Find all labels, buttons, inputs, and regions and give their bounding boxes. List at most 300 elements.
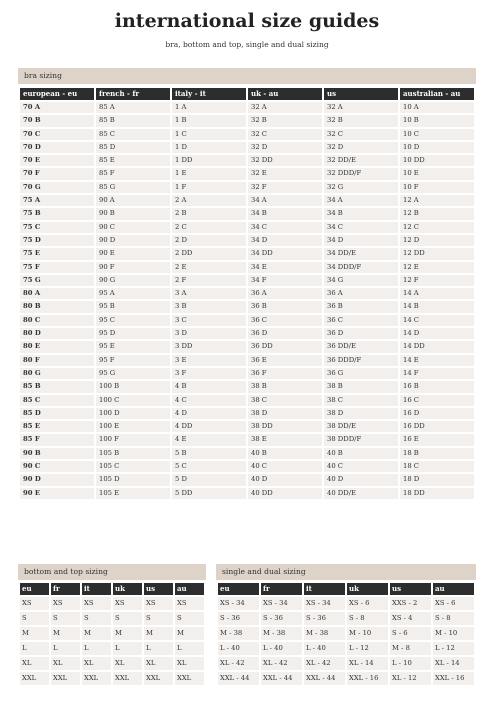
table-cell: 90 B — [20, 448, 94, 459]
table-cell: 75 E — [20, 248, 94, 259]
table-cell: 16 C — [400, 395, 474, 406]
table-cell: 90 B — [96, 208, 170, 219]
table-cell: 80 E — [20, 341, 94, 352]
table-cell: 90 D — [20, 474, 94, 485]
table-cell: 85 F — [20, 434, 94, 445]
table-cell: 80 G — [20, 368, 94, 379]
table-cell: 1 D — [172, 142, 246, 153]
table-cell: 36 A — [324, 288, 398, 299]
table-cell: 95 A — [96, 288, 170, 299]
table-row — [20, 657, 204, 670]
table-cell: 32 C — [248, 129, 322, 140]
table-header-row — [20, 88, 474, 100]
table-cell: 34 B — [248, 208, 322, 219]
table-cell: 36 DD — [248, 341, 322, 352]
table-cell: 90 G — [96, 275, 170, 286]
table-cell: 34 D — [248, 235, 322, 246]
table-cell: XXL — [144, 672, 173, 685]
table-cell: 80 D — [20, 328, 94, 339]
table-cell: 70 D — [20, 142, 94, 153]
table-row — [218, 627, 474, 640]
table-row — [20, 168, 474, 179]
table-cell: 10 B — [400, 115, 474, 126]
table-cell: 70 C — [20, 129, 94, 140]
table-cell: 2 A — [172, 195, 246, 206]
table-cell: XL - 12 — [390, 672, 431, 685]
table-cell: 80 A — [20, 288, 94, 299]
column-header: it — [304, 583, 345, 595]
table-cell: XXL — [82, 672, 111, 685]
table-cell: 18 D — [400, 474, 474, 485]
table-cell: 3 DD — [172, 341, 246, 352]
table-cell: XXL — [175, 672, 204, 685]
table-cell: L - 40 — [218, 642, 259, 655]
table-row — [20, 642, 204, 655]
table-cell: 40 B — [324, 448, 398, 459]
table-cell: 34 C — [324, 222, 398, 233]
table-cell: 1 F — [172, 182, 246, 193]
table-cell: M — [144, 627, 173, 640]
table-cell: 12 DD — [400, 248, 474, 259]
table-cell: 70 G — [20, 182, 94, 193]
table-row — [20, 328, 474, 339]
table-cell: 90 D — [96, 235, 170, 246]
table-cell: XS - 6 — [433, 597, 474, 610]
table-cell: 14 B — [400, 301, 474, 312]
table-cell: 34 F — [248, 275, 322, 286]
table-row — [20, 488, 474, 499]
table-cell: 32 B — [248, 115, 322, 126]
table-cell: 75 C — [20, 222, 94, 233]
table-cell: 85 B — [20, 381, 94, 392]
table-cell: 34 G — [324, 275, 398, 286]
bra-sizing-table — [18, 86, 476, 501]
table-cell: 1 C — [172, 129, 246, 140]
table-cell: 36 B — [248, 301, 322, 312]
table-cell: 38 DD — [248, 421, 322, 432]
table-cell: XXL — [113, 672, 142, 685]
table-row — [20, 248, 474, 259]
table-cell: 1 E — [172, 168, 246, 179]
table-cell: XS — [144, 597, 173, 610]
table-cell: 95 E — [96, 341, 170, 352]
table-cell: 1 DD — [172, 155, 246, 166]
table-cell: 95 D — [96, 328, 170, 339]
table-cell: 4 B — [172, 381, 246, 392]
table-cell: XXL — [51, 672, 80, 685]
table-cell: S - 36 — [261, 612, 302, 625]
table-cell: XL — [51, 657, 80, 670]
table-cell: 100 F — [96, 434, 170, 445]
column-header: au — [175, 583, 204, 595]
table-row — [20, 155, 474, 166]
table-cell: 3 F — [172, 368, 246, 379]
table-row — [20, 142, 474, 153]
table-cell: 32 E — [248, 168, 322, 179]
table-row — [20, 115, 474, 126]
table-cell: 2 C — [172, 222, 246, 233]
table-cell: 90 F — [96, 262, 170, 273]
table-cell: 38 DDD/F — [324, 434, 398, 445]
table-cell: 34 D — [324, 235, 398, 246]
table-cell: M — [175, 627, 204, 640]
table-cell: 36 B — [324, 301, 398, 312]
table-cell: L — [175, 642, 204, 655]
column-header: european - eu — [20, 88, 94, 100]
table-row — [20, 182, 474, 193]
table-cell: XS - 34 — [261, 597, 302, 610]
table-row — [20, 288, 474, 299]
column-header: australian - au — [400, 88, 474, 100]
page-subtitle: bra, bottom and top, single and dual sizing — [165, 40, 329, 49]
table-cell: 36 A — [248, 288, 322, 299]
table-cell: 3 A — [172, 288, 246, 299]
table-cell: 36 DDD/F — [324, 355, 398, 366]
table-row — [20, 474, 474, 485]
table-cell: 36 DD/E — [324, 341, 398, 352]
table-cell: 32 G — [324, 182, 398, 193]
table-cell: XL — [175, 657, 204, 670]
table-row — [20, 395, 474, 406]
table-cell: 14 C — [400, 315, 474, 326]
table-cell: M — [82, 627, 111, 640]
table-cell: 12 A — [400, 195, 474, 206]
table-cell: XL - 42 — [261, 657, 302, 670]
table-cell: L - 10 — [390, 657, 431, 670]
table-cell: 36 C — [324, 315, 398, 326]
table-cell: 12 E — [400, 262, 474, 273]
bottom-top-sizing-table — [18, 581, 206, 687]
table-cell: 36 E — [248, 355, 322, 366]
table-cell: 5 D — [172, 474, 246, 485]
column-header: us — [324, 88, 398, 100]
table-cell: 10 DD — [400, 155, 474, 166]
table-cell: L - 12 — [347, 642, 388, 655]
table-cell: XXL — [20, 672, 49, 685]
table-row — [20, 222, 474, 233]
table-cell: 40 C — [324, 461, 398, 472]
table-cell: 38 C — [324, 395, 398, 406]
column-header: uk — [113, 583, 142, 595]
table-cell: 14 DD — [400, 341, 474, 352]
column-header: eu — [218, 583, 259, 595]
table-cell: 36 F — [248, 368, 322, 379]
table-row — [20, 275, 474, 286]
table-row — [20, 461, 474, 472]
table-cell: 80 B — [20, 301, 94, 312]
table-cell: 85 D — [96, 142, 170, 153]
table-cell: 4 E — [172, 434, 246, 445]
table-cell: 38 D — [324, 408, 398, 419]
table-cell: 85 A — [96, 102, 170, 113]
table-cell: 34 B — [324, 208, 398, 219]
column-header: fr — [261, 583, 302, 595]
table-cell: 100 C — [96, 395, 170, 406]
table-cell: S — [51, 612, 80, 625]
table-cell: 34 DDD/F — [324, 262, 398, 273]
table-cell: L - 40 — [304, 642, 345, 655]
table-cell: 70 B — [20, 115, 94, 126]
table-cell: 100 D — [96, 408, 170, 419]
table-cell: 85 E — [20, 421, 94, 432]
table-cell: 34 DD/E — [324, 248, 398, 259]
table-cell: 18 DD — [400, 488, 474, 499]
table-cell: S - 36 — [304, 612, 345, 625]
table-cell: 34 DD — [248, 248, 322, 259]
table-cell: 38 E — [248, 434, 322, 445]
table-cell: 85 E — [96, 155, 170, 166]
table-cell: XS - 34 — [218, 597, 259, 610]
table-cell: XS — [82, 597, 111, 610]
table-cell: 16 E — [400, 434, 474, 445]
table-row — [218, 597, 474, 610]
table-cell: L — [144, 642, 173, 655]
table-cell: 4 DD — [172, 421, 246, 432]
table-cell: 14 E — [400, 355, 474, 366]
table-cell: XL - 42 — [304, 657, 345, 670]
table-cell: 90 A — [96, 195, 170, 206]
table-cell: 36 D — [324, 328, 398, 339]
table-cell: 32 A — [324, 102, 398, 113]
table-cell: 32 DDD/F — [324, 168, 398, 179]
column-header: us — [144, 583, 173, 595]
table-cell: M - 38 — [218, 627, 259, 640]
table-cell: XXL - 16 — [433, 672, 474, 685]
table-cell: 75 G — [20, 275, 94, 286]
table-cell: 10 C — [400, 129, 474, 140]
table-cell: XS — [51, 597, 80, 610]
table-cell: 14 A — [400, 288, 474, 299]
table-cell: 34 A — [324, 195, 398, 206]
table-cell: 75 B — [20, 208, 94, 219]
table-cell: 70 A — [20, 102, 94, 113]
table-row — [20, 448, 474, 459]
page-title: international size guides — [114, 10, 380, 32]
table-cell: 40 D — [248, 474, 322, 485]
table-cell: XXS - 2 — [390, 597, 431, 610]
table-cell: XL — [144, 657, 173, 670]
column-header: it — [82, 583, 111, 595]
table-row — [20, 301, 474, 312]
table-cell: 38 DD/E — [324, 421, 398, 432]
table-cell: 40 C — [248, 461, 322, 472]
column-header: italy - it — [172, 88, 246, 100]
table-row — [20, 672, 204, 685]
table-cell: 40 D — [324, 474, 398, 485]
table-cell: M - 10 — [347, 627, 388, 640]
table-cell: L — [82, 642, 111, 655]
table-cell: XS — [175, 597, 204, 610]
table-cell: 38 D — [248, 408, 322, 419]
table-cell: 38 B — [324, 381, 398, 392]
table-cell: 90 C — [96, 222, 170, 233]
table-cell: 85 D — [20, 408, 94, 419]
table-cell: 16 B — [400, 381, 474, 392]
table-cell: S - 8 — [433, 612, 474, 625]
table-cell: 2 DD — [172, 248, 246, 259]
table-row — [20, 627, 204, 640]
table-cell: L - 12 — [433, 642, 474, 655]
table-cell: 5 B — [172, 448, 246, 459]
table-cell: 10 E — [400, 168, 474, 179]
table-cell: 80 F — [20, 355, 94, 366]
table-cell: 14 D — [400, 328, 474, 339]
table-cell: 32 F — [248, 182, 322, 193]
table-row — [20, 408, 474, 419]
table-cell: 80 C — [20, 315, 94, 326]
table-row — [20, 341, 474, 352]
table-cell: M — [20, 627, 49, 640]
table-cell: 5 C — [172, 461, 246, 472]
table-cell: 2 D — [172, 235, 246, 246]
table-cell: 34 E — [248, 262, 322, 273]
table-cell: M - 38 — [304, 627, 345, 640]
table-cell: 18 B — [400, 448, 474, 459]
table-cell: 40 DD — [248, 488, 322, 499]
table-cell: 12 D — [400, 235, 474, 246]
column-header: uk - au — [248, 88, 322, 100]
table-cell: 75 A — [20, 195, 94, 206]
table-row — [20, 208, 474, 219]
column-header: french - fr — [96, 88, 170, 100]
table-cell: 105 E — [96, 488, 170, 499]
table-cell: 34 C — [248, 222, 322, 233]
table-cell: M — [113, 627, 142, 640]
table-row — [20, 129, 474, 140]
table-cell: 85 F — [96, 168, 170, 179]
table-row — [20, 195, 474, 206]
table-header-row — [20, 583, 204, 595]
table-cell: L - 40 — [261, 642, 302, 655]
table-row — [20, 262, 474, 273]
table-cell: 12 F — [400, 275, 474, 286]
table-cell: 85 G — [96, 182, 170, 193]
table-cell: XS - 34 — [304, 597, 345, 610]
table-cell: XXL - 44 — [261, 672, 302, 685]
column-header: uk — [347, 583, 388, 595]
table-cell: 85 C — [20, 395, 94, 406]
table-cell: 95 B — [96, 301, 170, 312]
table-cell: 105 B — [96, 448, 170, 459]
table-cell: 90 C — [20, 461, 94, 472]
table-row — [218, 642, 474, 655]
table-cell: XXL - 16 — [347, 672, 388, 685]
column-header: us — [390, 583, 431, 595]
table-cell: 3 D — [172, 328, 246, 339]
table-cell: 2 F — [172, 275, 246, 286]
table-cell: XL — [20, 657, 49, 670]
table-cell: 32 D — [248, 142, 322, 153]
table-cell: 32 DD — [248, 155, 322, 166]
table-cell: S — [82, 612, 111, 625]
table-row — [20, 421, 474, 432]
table-cell: 16 DD — [400, 421, 474, 432]
table-cell: 75 D — [20, 235, 94, 246]
table-cell: M - 10 — [433, 627, 474, 640]
column-header: eu — [20, 583, 49, 595]
table-cell: 12 C — [400, 222, 474, 233]
table-cell: XL — [82, 657, 111, 670]
table-cell: 100 B — [96, 381, 170, 392]
table-cell: 85 C — [96, 129, 170, 140]
table-cell: 32 DD/E — [324, 155, 398, 166]
table-cell: 34 A — [248, 195, 322, 206]
table-cell: 10 A — [400, 102, 474, 113]
table-cell: S — [113, 612, 142, 625]
table-row — [20, 235, 474, 246]
table-cell: 90 E — [20, 488, 94, 499]
table-row — [20, 597, 204, 610]
table-cell: 14 F — [400, 368, 474, 379]
table-row — [20, 355, 474, 366]
table-cell: 1 A — [172, 102, 246, 113]
table-row — [20, 612, 204, 625]
table-cell: 105 C — [96, 461, 170, 472]
table-cell: XS — [113, 597, 142, 610]
table-cell: 18 C — [400, 461, 474, 472]
table-cell: M - 8 — [390, 642, 431, 655]
table-cell: S — [144, 612, 173, 625]
table-header-row — [218, 583, 474, 595]
table-cell: L — [51, 642, 80, 655]
table-cell: S - 36 — [218, 612, 259, 625]
table-cell: M — [51, 627, 80, 640]
table-cell: 3 C — [172, 315, 246, 326]
table-cell: 40 DD/E — [324, 488, 398, 499]
table-cell: S - 8 — [347, 612, 388, 625]
table-cell: 95 G — [96, 368, 170, 379]
table-row — [20, 381, 474, 392]
table-cell: 10 F — [400, 182, 474, 193]
column-header: fr — [51, 583, 80, 595]
bra-sizing-heading: bra sizing — [18, 68, 476, 84]
table-cell: 75 F — [20, 262, 94, 273]
table-cell: XS - 6 — [347, 597, 388, 610]
table-row — [20, 368, 474, 379]
table-cell: S — [20, 612, 49, 625]
table-cell: 4 C — [172, 395, 246, 406]
table-cell: 36 G — [324, 368, 398, 379]
column-header: au — [433, 583, 474, 595]
table-cell: 32 D — [324, 142, 398, 153]
table-cell: 36 D — [248, 328, 322, 339]
table-cell: L — [20, 642, 49, 655]
table-cell: 70 F — [20, 168, 94, 179]
single-dual-sizing-table — [216, 581, 476, 687]
table-row — [20, 102, 474, 113]
table-cell: XL — [113, 657, 142, 670]
bottom-top-sizing-heading: bottom and top sizing — [18, 564, 206, 580]
table-cell: 36 C — [248, 315, 322, 326]
table-cell: 5 DD — [172, 488, 246, 499]
table-cell: 12 B — [400, 208, 474, 219]
table-cell: 1 B — [172, 115, 246, 126]
table-cell: 100 E — [96, 421, 170, 432]
table-cell: 38 B — [248, 381, 322, 392]
table-cell: 32 B — [324, 115, 398, 126]
table-cell: 2 B — [172, 208, 246, 219]
table-row — [218, 657, 474, 670]
table-cell: 32 A — [248, 102, 322, 113]
table-cell: 38 C — [248, 395, 322, 406]
table-cell: L — [113, 642, 142, 655]
table-cell: 4 D — [172, 408, 246, 419]
single-dual-sizing-heading: single and dual sizing — [216, 564, 476, 580]
table-row — [218, 612, 474, 625]
table-row — [218, 672, 474, 685]
table-cell: XS - 4 — [390, 612, 431, 625]
table-cell: XL - 42 — [218, 657, 259, 670]
